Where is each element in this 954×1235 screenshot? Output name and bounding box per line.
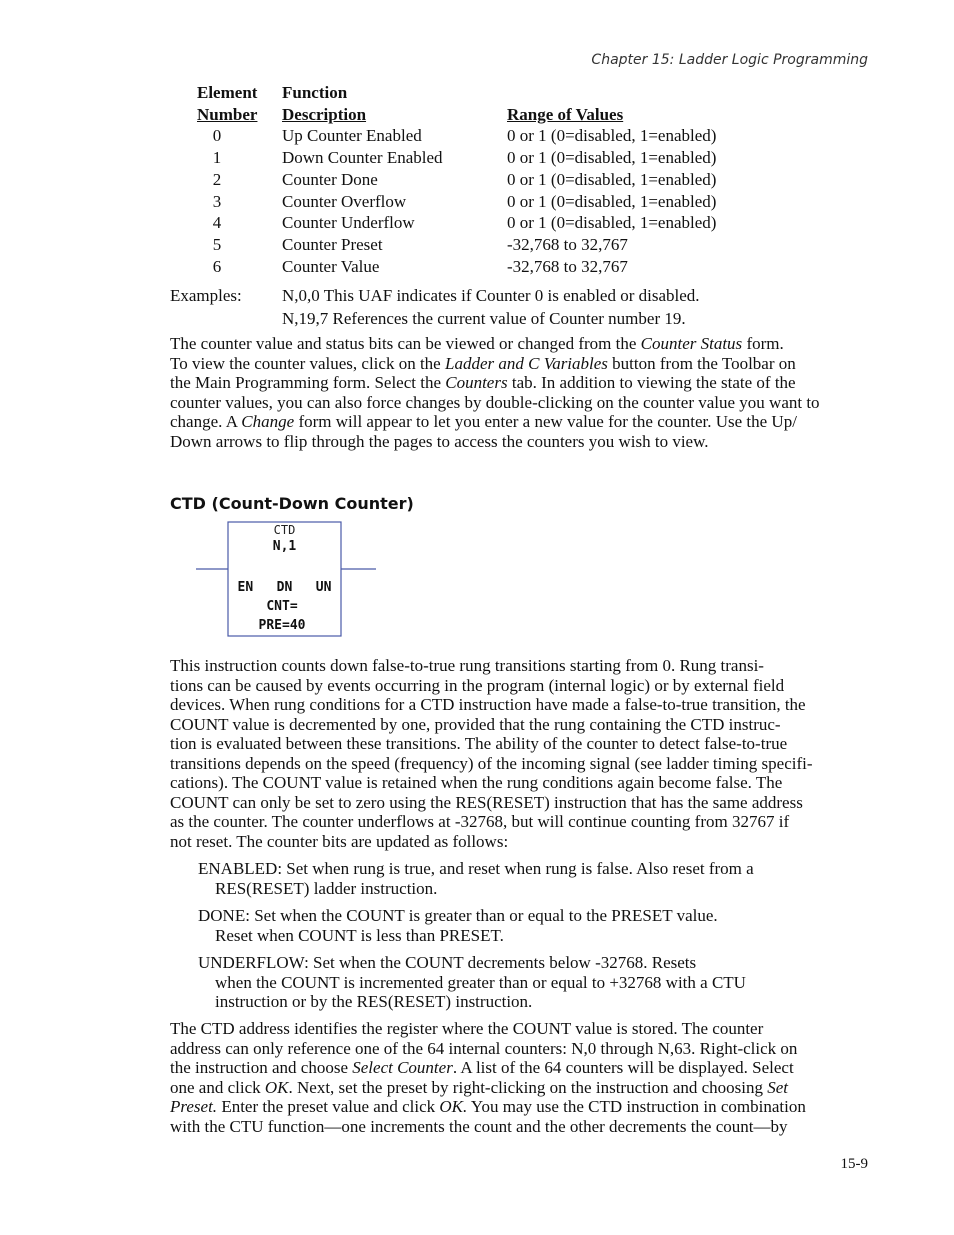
paragraph-line: devices. When rung conditions for a CTD instruction have made a false-to-true transition, the	[170, 695, 806, 714]
function-description: Up Counter Enabled	[282, 126, 422, 146]
table-header-row-1	[197, 82, 767, 104]
paragraph-line: not reset. The counter bits are updated as follows:	[170, 831, 509, 851]
item-enabled: ENABLED: Set when rung is true, and reset when rung is false. Also reset from a RES(RESET) ladder instruction.	[198, 859, 754, 898]
example-line-1: N,0,0 This UAF indicates if Counter 0 is enabled or disabled.	[282, 286, 700, 305]
ctd-bits: EN DN UN	[237, 580, 332, 595]
range-of-values: 0 or 1 (0=disabled, 1=enabled)	[507, 213, 717, 233]
element-table	[197, 82, 767, 277]
element-number: 4	[212, 213, 222, 233]
header-range: Range of Values	[507, 104, 624, 124]
paragraph-line: tion is evaluated between these transitions. The ability of the counter to detect false-to-true	[170, 734, 788, 753]
ctd-title: CTD	[273, 523, 296, 537]
table-header-row-2	[197, 104, 767, 126]
page-number: 15-9	[840, 1156, 868, 1172]
table-row	[197, 191, 767, 213]
header-number: Number	[197, 104, 258, 124]
function-description: Counter Underflow	[282, 213, 415, 233]
element-number: 5	[212, 234, 222, 254]
table-row	[197, 234, 767, 256]
paragraph-counter-status: The counter value and status bits can be viewed or changed from the Counter Status form. To view the counter values, click on the Ladder and C Variables button from the Toolbar on the Main Programming form. Select the Counters tab. In addition to viewing the state of the counter values, you can also force changes by double-clicking on the counter value you want to change. A Change form will appear to let you enter a new value for the counter. Use the Up/ Down arrows to flip through the pages to access the counters you wish to view.	[170, 334, 820, 451]
paragraph-ctd-description	[170, 656, 870, 851]
range-of-values: -32,768 to 32,767	[507, 234, 628, 254]
ctd-pre: PRE=40	[258, 618, 306, 633]
range-of-values: 0 or 1 (0=disabled, 1=enabled)	[507, 169, 717, 189]
item-underflow: UNDERFLOW: Set when the COUNT decrements below -32768. Resets when the COUNT is incremented greater than or equal to +32768 with a CTU instruction or by the RES(RESET) instruction.	[198, 953, 746, 1011]
element-number: 1	[212, 148, 222, 168]
header-description: Description	[282, 104, 367, 124]
example-line-2: N,19,7 References the current value of Counter number 19.	[282, 309, 686, 328]
table-row	[197, 147, 767, 169]
header-element: Element	[197, 83, 258, 102]
running-head: Chapter 15: Ladder Logic Programming	[591, 52, 868, 68]
range-of-values: -32,768 to 32,767	[507, 256, 628, 276]
ctd-ladder-block	[196, 518, 378, 645]
element-number: 0	[212, 126, 222, 146]
function-description: Counter Overflow	[282, 191, 407, 211]
function-description: Counter Preset	[282, 234, 383, 254]
paragraph-line: tions can be caused by events occurring in the program (internal logic) or by external field	[170, 675, 785, 695]
range-of-values: 0 or 1 (0=disabled, 1=enabled)	[507, 148, 717, 168]
examples	[170, 284, 700, 330]
paragraph-line: COUNT value is decremented by one, provided that the rung containing the CTD instruc-	[170, 714, 781, 734]
range-of-values: 0 or 1 (0=disabled, 1=enabled)	[507, 126, 717, 146]
section-heading: CTD (Count-Down Counter)	[170, 494, 414, 513]
header-function: Function	[282, 83, 348, 102]
range-of-values: 0 or 1 (0=disabled, 1=enabled)	[507, 191, 717, 211]
function-description: Counter Done	[282, 169, 378, 189]
table-row	[197, 212, 767, 234]
paragraph-line: as the counter. The counter underflows at -32768, but will continue counting from 32767 if	[170, 812, 790, 831]
paragraph-line: This instruction counts down false-to-true rung transitions starting from 0. Rung transi-	[170, 656, 764, 675]
table-row	[197, 256, 767, 278]
paragraph-ctd-address: The CTD address identifies the register where the COUNT value is stored. The counter address can only reference one of the 64 internal counters: N,0 through N,63. Right-click on the instruction and choose Select Counter. A list of the 64 counters will be displayed. Select one and click OK. Next, set the preset by right-clicking on the instruction and choosing Set Preset. Enter the preset value and click OK. You may use the CTD instruction in combination with the CTU function—one increments the count and the other decrements the count—by	[170, 1019, 806, 1136]
paragraph-line: COUNT can only be set to zero using the RES(RESET) instruction that has the same address	[170, 792, 803, 812]
ctd-cnt: CNT=	[266, 599, 298, 614]
ctd-address: N,1	[272, 539, 297, 554]
paragraph-line: transitions depends on the speed (frequency) of the incoming signal (see ladder timing specifi-	[170, 753, 813, 773]
item-done: DONE: Set when the COUNT is greater than or equal to the PRESET value. Reset when COUNT is less than PRESET.	[198, 906, 718, 945]
element-number: 6	[212, 256, 222, 276]
function-description: Counter Value	[282, 256, 380, 276]
element-number: 3	[212, 191, 222, 211]
paragraph-line: cations). The COUNT value is retained when the rung conditions again become false. The	[170, 773, 783, 792]
examples-label: Examples:	[170, 286, 242, 305]
function-description: Down Counter Enabled	[282, 148, 443, 168]
element-number: 2	[212, 169, 222, 189]
table-row	[197, 169, 767, 191]
table-row	[197, 125, 767, 147]
ctd-block-graphic	[196, 518, 378, 640]
